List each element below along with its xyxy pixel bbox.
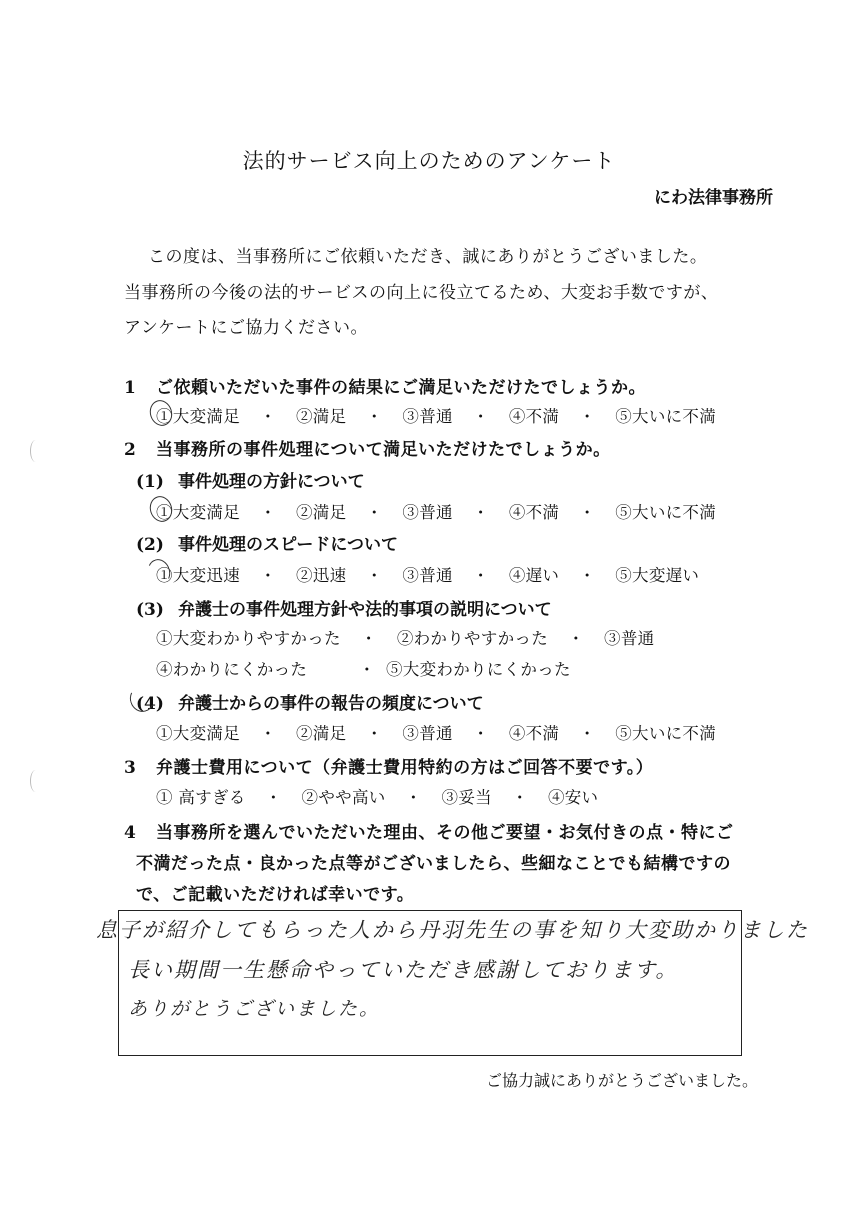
q2-sub-3 bbox=[136, 595, 552, 620]
question-text: 弁護士費用について（弁護士費用特約の方はご回答不要です。） bbox=[156, 758, 654, 778]
option-3[interactable]: ③普通 bbox=[604, 629, 655, 648]
option-2[interactable]: ②迅速 bbox=[296, 566, 347, 585]
q3-options bbox=[156, 784, 598, 808]
organization-name: にわ法律事務所 bbox=[654, 188, 773, 208]
separator: ・ bbox=[578, 503, 596, 522]
question-number: 3 bbox=[124, 758, 137, 778]
punch-hole-mark bbox=[30, 440, 41, 462]
option-2[interactable]: ②満足 bbox=[296, 407, 347, 426]
handwritten-answer-line-3: ありがとうございました。 bbox=[128, 998, 381, 1020]
option-1[interactable]: ①大変満足 bbox=[156, 503, 240, 522]
option-1[interactable]: ①大変迅速 bbox=[156, 566, 240, 585]
option-5[interactable]: ⑤大変わかりにくかった bbox=[386, 660, 571, 679]
separator: ・ bbox=[472, 503, 490, 522]
q1-options bbox=[156, 403, 716, 427]
option-5[interactable]: ⑤大いに不満 bbox=[615, 407, 717, 426]
question-text-line-1: 当事務所を選んでいただいた理由、その他ご要望・お気付きの点・特にご bbox=[156, 823, 734, 843]
sub-number: (2) bbox=[136, 535, 164, 555]
separator: ・ bbox=[265, 788, 282, 807]
question-number: 1 bbox=[124, 378, 137, 398]
question-4 bbox=[124, 818, 734, 843]
option-3[interactable]: ③妥当 bbox=[441, 788, 492, 807]
separator: ・ bbox=[259, 407, 277, 426]
option-4[interactable]: ④不満 bbox=[508, 724, 560, 743]
punch-hole-mark bbox=[30, 770, 41, 792]
separator: ・ bbox=[472, 724, 490, 743]
option-3[interactable]: ③普通 bbox=[402, 566, 453, 585]
sub-text: 弁護士からの事件の報告の頻度について bbox=[178, 694, 484, 714]
option-4[interactable]: ④遅い bbox=[508, 566, 560, 585]
survey-title: 法的サービス向上のためのアンケート bbox=[242, 149, 616, 173]
separator: ・ bbox=[567, 629, 585, 648]
question-4-line-2: 不満だった点・良かった点等がございましたら、些細なことでも結構ですの bbox=[136, 854, 731, 874]
thanks-note: ご協力誠にありがとうございました。 bbox=[485, 1071, 758, 1090]
sub-number: (4) bbox=[136, 694, 164, 714]
q2-4-options bbox=[156, 720, 716, 744]
q2-3-options-row-1 bbox=[156, 625, 654, 649]
question-number: 2 bbox=[124, 440, 137, 460]
question-number: 4 bbox=[124, 823, 137, 843]
option-5[interactable]: ⑤大いに不満 bbox=[615, 724, 717, 743]
option-3[interactable]: ③普通 bbox=[402, 407, 453, 426]
separator: ・ bbox=[472, 566, 490, 585]
q2-sub-2 bbox=[136, 530, 398, 555]
separator: ・ bbox=[259, 566, 277, 585]
intro-line-1: この度は、当事務所にご依頼いただき、誠にありがとうございました。 bbox=[148, 247, 708, 267]
option-3[interactable]: ③普通 bbox=[402, 724, 453, 743]
handwritten-answer-line-2: 長い期間一生懸命やっていただき感謝しております。 bbox=[128, 958, 679, 982]
option-4[interactable]: ④安い bbox=[547, 788, 599, 807]
option-2[interactable]: ②満足 bbox=[296, 724, 347, 743]
separator: ・ bbox=[259, 724, 277, 743]
question-4-line-3: で、ご記載いただければ幸いです。 bbox=[136, 885, 415, 905]
q2-1-options bbox=[156, 499, 716, 523]
separator: ・ bbox=[511, 788, 529, 807]
separator: ・ bbox=[360, 629, 378, 648]
sub-number: (1) bbox=[136, 472, 164, 492]
option-1[interactable]: ①大変満足 bbox=[156, 407, 240, 426]
option-5[interactable]: ⑤大いに不満 bbox=[615, 503, 717, 522]
option-2[interactable]: ②わかりやすかった bbox=[396, 629, 549, 648]
option-4[interactable]: ④不満 bbox=[508, 503, 560, 522]
question-text: ご依頼いただいた事件の結果にご満足いただけたでしょうか。 bbox=[156, 378, 646, 398]
separator: ・ bbox=[578, 407, 596, 426]
q2-3-options-row-2 bbox=[156, 656, 571, 680]
option-2[interactable]: ②やや高い bbox=[301, 788, 386, 807]
question-text: 当事務所の事件処理について満足いただけたでしょうか。 bbox=[156, 440, 611, 460]
separator: ・ bbox=[472, 407, 490, 426]
sub-text: 事件処理のスピードについて bbox=[178, 535, 398, 555]
separator: ・ bbox=[366, 503, 383, 522]
separator: ・ bbox=[578, 724, 596, 743]
separator: ・ bbox=[405, 788, 422, 807]
question-1 bbox=[124, 373, 646, 398]
option-1[interactable]: ① 高すぎる bbox=[156, 788, 246, 807]
separator: ・ bbox=[366, 407, 383, 426]
option-4[interactable]: ④わかりにくかった bbox=[156, 660, 308, 679]
option-1[interactable]: ①大変満足 bbox=[156, 724, 240, 743]
question-2 bbox=[124, 435, 611, 460]
separator: ・ bbox=[259, 503, 277, 522]
separator: ・ bbox=[578, 566, 596, 585]
separator: ・ bbox=[366, 724, 383, 743]
q2-sub-4 bbox=[136, 689, 484, 714]
sub-text: 弁護士の事件処理方針や法的事項の説明について bbox=[178, 600, 552, 620]
intro-line-2: 当事務所の今後の法的サービスの向上に役立てるため、大変お手数ですが、 bbox=[124, 283, 719, 303]
option-2[interactable]: ②満足 bbox=[296, 503, 347, 522]
option-3[interactable]: ③普通 bbox=[402, 503, 453, 522]
q2-sub-1 bbox=[136, 467, 365, 492]
option-5[interactable]: ⑤大変遅い bbox=[615, 566, 700, 585]
q2-2-options bbox=[156, 562, 699, 586]
option-1[interactable]: ①大変わかりやすかった bbox=[156, 629, 341, 648]
sub-text: 事件処理の方針について bbox=[178, 472, 365, 492]
option-4[interactable]: ④不満 bbox=[508, 407, 560, 426]
sub-number: (3) bbox=[136, 600, 164, 620]
separator: ・ bbox=[366, 566, 383, 585]
question-3 bbox=[124, 753, 653, 778]
intro-line-3: アンケートにご協力ください。 bbox=[124, 318, 368, 338]
separator: ・ bbox=[358, 660, 376, 679]
handwritten-answer-line-1: 息子が紹介してもらった人から丹羽先生の事を知り大変助かりました bbox=[96, 918, 809, 942]
